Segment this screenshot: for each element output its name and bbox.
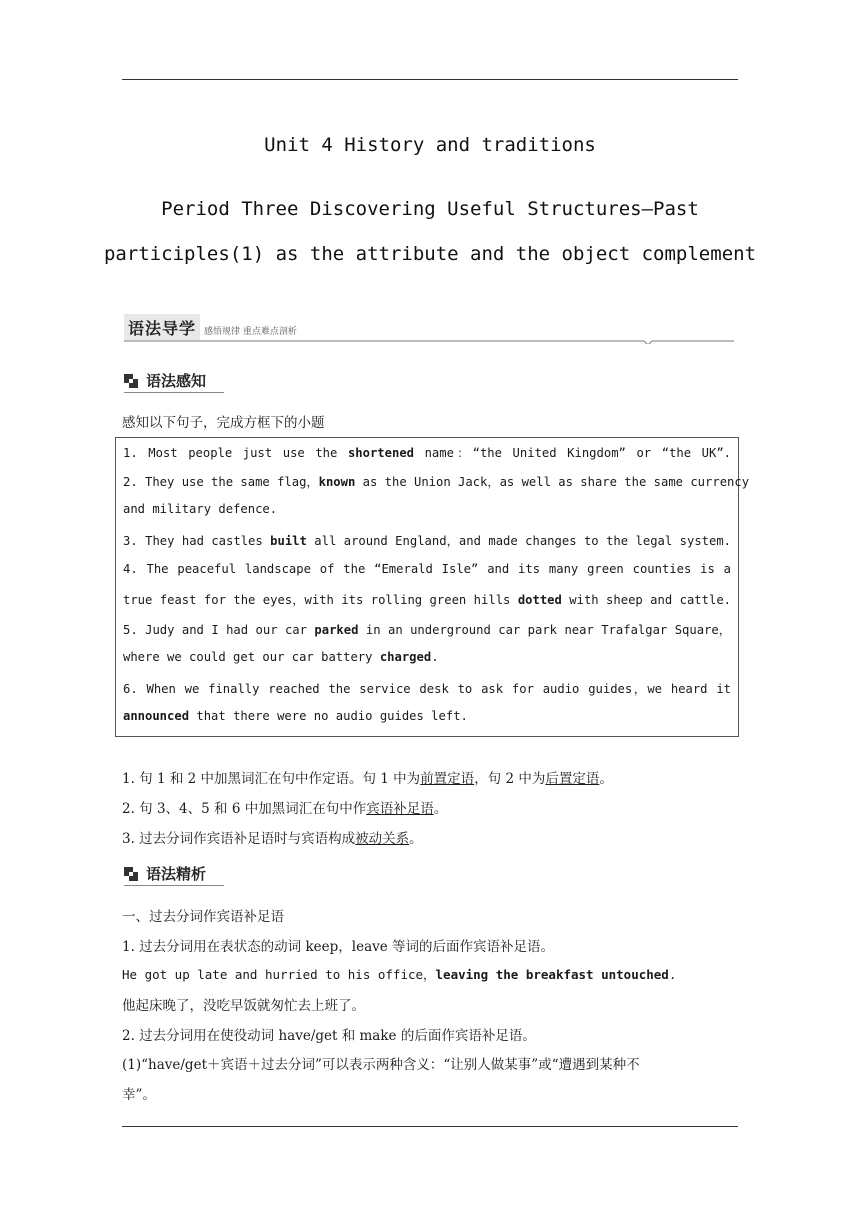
page-subtitle-line-2: participles(1) as the attribute and the object complement	[103, 243, 757, 265]
grammar-guide-banner	[124, 314, 736, 344]
section-square-icon	[124, 374, 138, 388]
section-heading-text: 语法精析	[146, 865, 207, 883]
sentence-1: 1. Most people just use the shortened name：“the United Kingdom” or “the UK”.	[123, 446, 732, 460]
top-rule	[122, 79, 738, 80]
bottom-rule	[122, 1126, 738, 1127]
page-subtitle-line-1: Period Three Discovering Useful Structures—Past	[161, 198, 699, 220]
answer-1: 1. 句 1 和 2 中加黑词汇在句中作定语。句 1 中为前置定语，句 2 中为后置定语。	[122, 771, 613, 787]
analysis-rule-2: 2. 过去分词用在使役动词 have/get 和 make 的后面作宾语补足语。	[122, 1028, 536, 1044]
example-sentence-zh: 他起床晚了，没吃早饭就匆忙去上班了。	[122, 998, 365, 1014]
section-heading-perception	[124, 369, 224, 393]
banner-title: 语法导学	[128, 319, 197, 338]
example-sentence-en: He got up late and hurried to his office，leaving the breakfast untouched.	[122, 967, 677, 982]
section-heading-analysis	[124, 862, 224, 886]
section-underline	[124, 392, 224, 393]
instruction-text: 感知以下句子，完成方框下的小题	[122, 415, 325, 431]
section-heading-text: 语法感知	[146, 372, 207, 390]
sentence-6-cont: announced that there were no audio guides left.	[123, 709, 468, 723]
page-title: Unit 4 History and traditions	[264, 134, 596, 156]
answer-3: 3. 过去分词作宾语补足语时与宾语构成被动关系。	[122, 831, 423, 847]
banner-subtitle: 感悟规律 重点难点剖析	[204, 327, 297, 337]
sentence-3: 3. They had castles built all around England，and made changes to the legal system.	[123, 534, 732, 548]
sentence-2-cont: and military defence.	[123, 502, 278, 516]
analysis-heading: 一、过去分词作宾语补足语	[122, 909, 284, 925]
sentence-6: 6. When we finally reached the service desk to ask for audio guides，we heard it	[123, 682, 731, 696]
sentence-5-cont: where we could get our car battery charged.	[123, 650, 439, 664]
sentence-5: 5. Judy and I had our car parked in an underground car park near Trafalgar Square，	[123, 623, 731, 637]
sentence-4-cont: true feast for the eyes，with its rolling green hills dotted with sheep and cattle.	[123, 593, 731, 607]
sentence-2: 2. They use the same flag，known as the Union Jack，as well as share the same currency	[123, 475, 750, 489]
answer-2: 2. 句 3、4、5 和 6 中加黑词汇在句中作宾语补足语。	[122, 801, 448, 817]
section-underline	[124, 885, 224, 886]
section-square-icon	[124, 867, 138, 881]
analysis-rule-2-1-cont: 幸”。	[122, 1087, 156, 1103]
example-sentences-box	[115, 437, 750, 737]
analysis-rule-1: 1. 过去分词用在表状态的动词 keep，leave 等词的后面作宾语补足语。	[122, 939, 555, 955]
sentence-4: 4. The peaceful landscape of the “Emerald Isle” and its many green counties is a	[123, 562, 731, 576]
analysis-rule-2-1: (1)“have/get＋宾语＋过去分词”可以表示两种含义：“让别人做某事”或“遭遇到某种不	[122, 1057, 640, 1073]
